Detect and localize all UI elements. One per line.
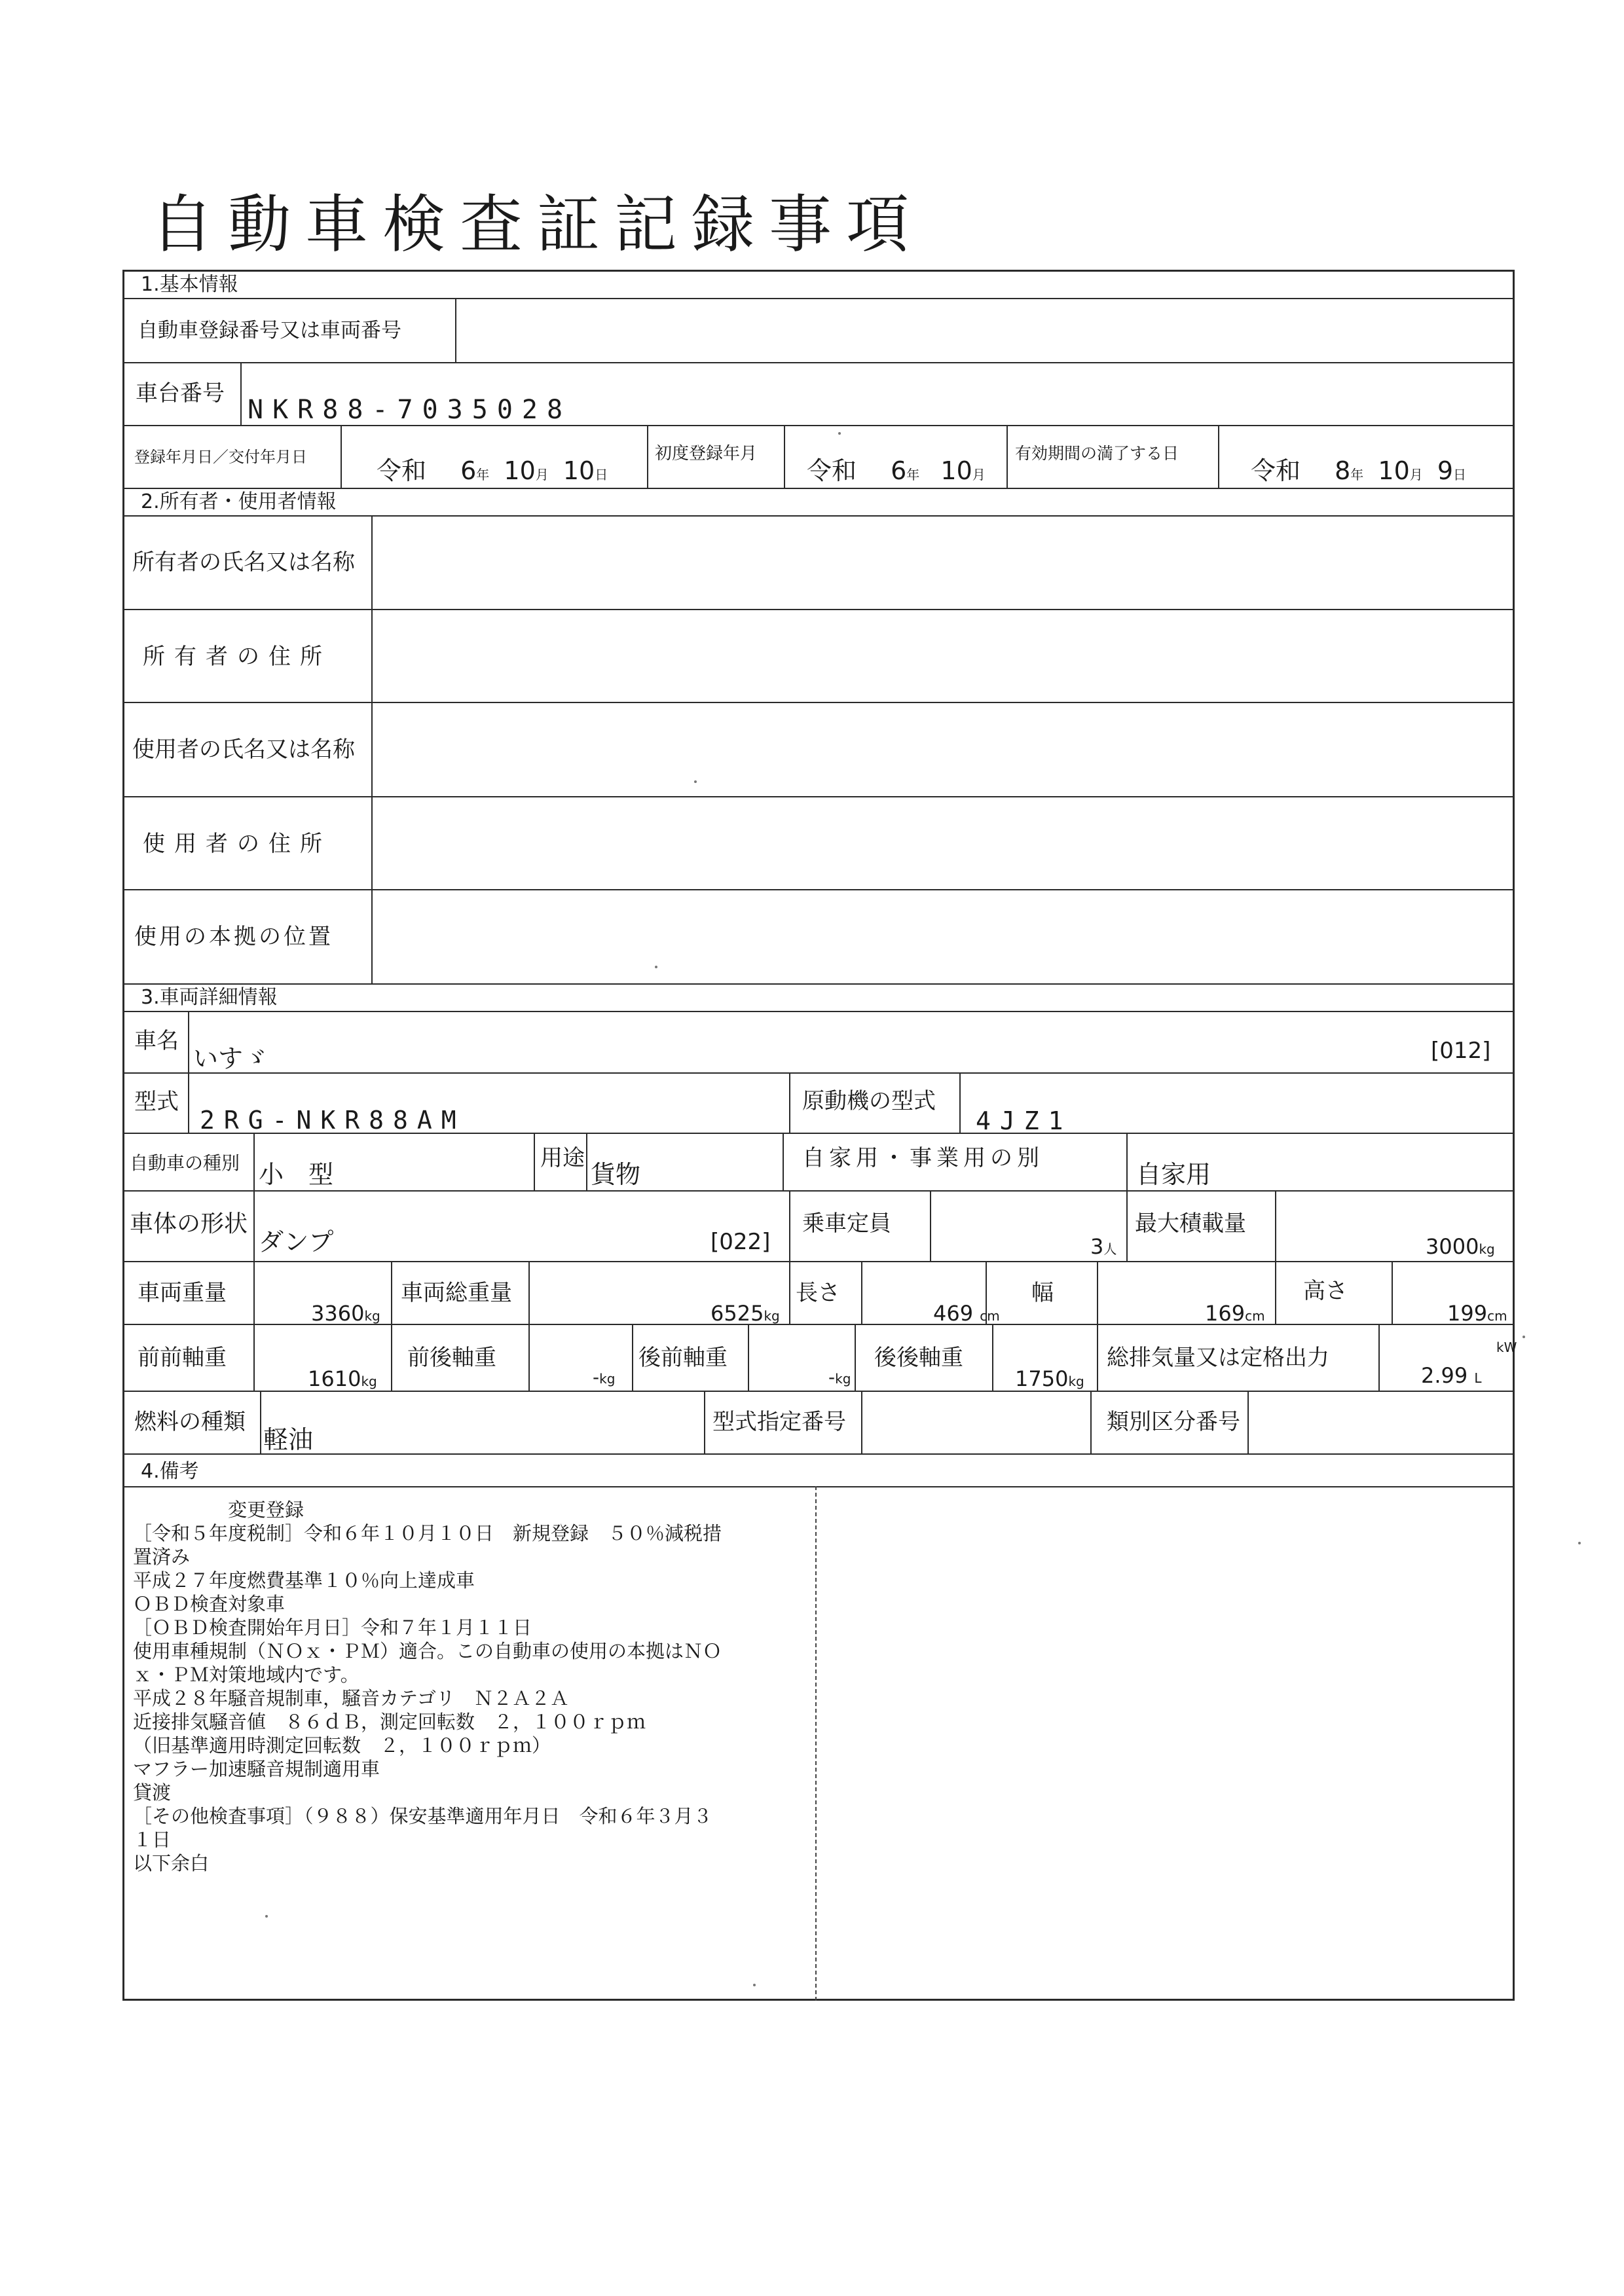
rule (1275, 1190, 1276, 1261)
expiry-month: 10 (1378, 456, 1410, 485)
rule (122, 1011, 1515, 1012)
rule (253, 1324, 255, 1391)
registration-date-label: 登録年月日／交付年月日 (134, 448, 307, 466)
rule (632, 1324, 633, 1391)
kw-unit: kW (1496, 1339, 1517, 1355)
rule (122, 702, 1515, 703)
rule (253, 1261, 255, 1324)
expiry-era: 令和 (1251, 456, 1301, 485)
rule (1097, 1261, 1098, 1324)
max-load-value: 3000kg (1426, 1234, 1495, 1259)
section-owner-info: 2.所有者・使用者情報 (141, 490, 337, 513)
width-value: 169cm (1205, 1301, 1265, 1326)
rule (861, 1261, 862, 1324)
purpose-label: 用途 (540, 1145, 585, 1171)
rule (528, 1324, 530, 1391)
rule (122, 1190, 1515, 1192)
width-label: 幅 (1031, 1280, 1054, 1306)
section-basic-info: 1.基本情報 (141, 273, 238, 296)
rule (122, 1486, 1515, 1487)
rule (992, 1324, 993, 1391)
passenger-capacity-label: 乗車定員 (802, 1211, 891, 1237)
fuel-type-value: 軽油 (263, 1425, 314, 1454)
rule (1275, 1261, 1276, 1324)
day-unit: 日 (595, 467, 608, 483)
expiry-year: 8 (1335, 456, 1351, 485)
remarks-line: 平成２８年騒音規制車，騒音カテゴリ Ｎ２Ａ２Ａ (133, 1687, 569, 1709)
engine-model-label: 原動機の型式 (802, 1088, 936, 1114)
max-load-label: 最大積載量 (1135, 1211, 1246, 1237)
gross-weight-value: 6525kg (710, 1301, 780, 1326)
remarks-line: 使用車種規制（ＮＯｘ・ＰＭ）適合。この自動車の使用の本拠はＮＯ (133, 1640, 722, 1662)
remarks-line: １日 (133, 1829, 172, 1851)
body-shape-label: 車体の形状 (130, 1211, 248, 1237)
rule (789, 1190, 790, 1261)
registration-year: 6 (460, 456, 477, 485)
year-unit: 年 (906, 467, 920, 483)
make-label: 車名 (134, 1028, 179, 1054)
rule (704, 1391, 705, 1453)
scan-speck (655, 966, 657, 968)
first-registration-month: 10 (940, 456, 972, 485)
rule (783, 1133, 784, 1190)
fuel-type-label: 燃料の種類 (134, 1409, 246, 1435)
rule (188, 1072, 189, 1133)
vehicle-weight-label: 車両重量 (138, 1280, 227, 1306)
rule (1006, 425, 1008, 488)
rule (855, 1324, 856, 1391)
owner-name-label: 所有者の氏名又は名称 (132, 549, 355, 575)
rule (748, 1324, 749, 1391)
base-location-label: 使用の本拠の位置 (134, 924, 333, 950)
rear-front-axle-value: -kg (828, 1366, 851, 1388)
rule (1090, 1391, 1092, 1453)
remarks-divider (815, 1486, 817, 2001)
remarks-line: 貸渡 (133, 1781, 172, 1804)
rule (122, 1072, 1515, 1074)
section-remarks: 4.備考 (141, 1460, 199, 1483)
vehicle-kind-label: 自動車の種別 (130, 1152, 240, 1174)
rear-rear-axle-label: 後後軸重 (874, 1345, 963, 1371)
user-name-label: 使用者の氏名又は名称 (132, 737, 355, 763)
remarks-line: ｘ・ＰＭ対策地域内です。 (133, 1664, 360, 1686)
registration-day: 10 (563, 456, 595, 485)
scan-speck (753, 1984, 756, 1986)
rule (528, 1261, 530, 1324)
rule (122, 362, 1515, 363)
remarks-text (133, 1498, 814, 1875)
registration-month: 10 (504, 456, 536, 485)
gross-weight-label: 車両総重量 (401, 1280, 512, 1306)
rule (240, 362, 242, 425)
model-value: 2RG-NKR88AM (200, 1106, 466, 1135)
scan-speck (694, 780, 697, 783)
chassis-number-label: 車台番号 (136, 380, 225, 407)
remarks-line: 置済み (133, 1546, 191, 1568)
vehicle-kind-value: 小 型 (259, 1160, 334, 1189)
make-value: いすゞ (193, 1044, 268, 1073)
front-front-axle-value: 1610kg (308, 1366, 377, 1391)
remarks-line: ＯＢＤ検査対象車 (133, 1593, 286, 1615)
rule (1097, 1324, 1098, 1391)
remarks-line: 以下余白 (133, 1852, 210, 1874)
rule (959, 1072, 961, 1133)
rule (188, 1011, 189, 1072)
rule (391, 1261, 392, 1324)
chassis-number-value: NKR88-7035028 (248, 395, 572, 425)
rule (122, 298, 1515, 299)
first-registration-label: 初度登録年月 (655, 444, 758, 464)
rule (1126, 1190, 1128, 1261)
rule (122, 796, 1515, 797)
scan-speck (1578, 1542, 1581, 1544)
rule (647, 425, 648, 488)
rear-front-axle-label: 後前軸重 (638, 1345, 728, 1371)
make-code: [012] (1431, 1038, 1491, 1064)
rule (391, 1324, 392, 1391)
scan-speck (1522, 1336, 1525, 1338)
rule (1218, 425, 1219, 488)
remarks-line: 平成２７年度燃費基準１０％向上達成車 (133, 1569, 475, 1592)
rule (930, 1190, 931, 1261)
front-rear-axle-label: 前後軸重 (407, 1345, 496, 1371)
user-address-label: 使用者の住所 (143, 831, 331, 857)
first-registration-era: 令和 (807, 456, 857, 485)
rule (1378, 1324, 1380, 1391)
use-type-label: 自家用・事業用の別 (802, 1145, 1044, 1171)
remarks-line: 近接排気騒音値 ８６ｄＢ，測定回転数 ２，１００ｒｐｍ (133, 1711, 646, 1733)
rule (789, 1072, 790, 1133)
first-registration-value (807, 458, 986, 483)
body-shape-code: [022] (710, 1229, 771, 1255)
rule (122, 1453, 1515, 1455)
rule (784, 425, 785, 488)
month-unit: 月 (535, 467, 549, 483)
rule (586, 1133, 587, 1190)
model-label: 型式 (134, 1089, 179, 1115)
rule (253, 1133, 255, 1190)
rule (122, 425, 1515, 426)
front-rear-axle-value: -kg (593, 1366, 616, 1388)
rule (371, 515, 373, 983)
first-registration-year: 6 (891, 456, 907, 485)
type-designation-label: 型式指定番号 (712, 1409, 846, 1435)
category-number-label: 類別区分番号 (1107, 1409, 1240, 1435)
section-vehicle-details: 3.車両詳細情報 (141, 986, 278, 1009)
rear-rear-axle-value: 1750kg (1015, 1366, 1084, 1391)
remarks-line: マフラー加速騒音規制適用車 (133, 1758, 380, 1780)
rule (789, 1261, 790, 1324)
remarks-line: ［令和５年度税制］令和６年１０月１０日 新規登録 ５０％減税措 (133, 1522, 722, 1544)
length-label: 長さ (796, 1280, 840, 1306)
expiry-date-value (1251, 458, 1466, 483)
month-unit: 月 (972, 467, 986, 483)
displacement-label: 総排気量又は定格出力 (1107, 1345, 1329, 1371)
document-title: 自動車検査証記録事項 (151, 188, 923, 261)
purpose-value: 貨物 (591, 1160, 641, 1189)
height-value: 199cm (1447, 1301, 1507, 1326)
rule (341, 425, 342, 488)
remarks-line: （旧基準適用時測定回転数 ２，１００ｒｐｍ） (133, 1734, 551, 1757)
scan-speck (265, 1915, 268, 1918)
body-shape-value: ダンプ (259, 1228, 334, 1256)
rule (455, 298, 456, 362)
registration-number-label: 自動車登録番号又は車両番号 (138, 319, 401, 342)
rule (861, 1391, 862, 1453)
rule (534, 1133, 535, 1190)
rule (122, 889, 1515, 890)
day-unit: 日 (1453, 467, 1467, 483)
rule (1126, 1133, 1128, 1190)
front-front-axle-label: 前前軸重 (138, 1345, 227, 1371)
length-value: 469 cm (933, 1301, 1000, 1326)
year-unit: 年 (1350, 467, 1364, 483)
rule (1392, 1261, 1393, 1324)
rule (122, 488, 1515, 489)
rule (1247, 1391, 1249, 1453)
passenger-capacity-value: 3人 (1090, 1234, 1117, 1259)
vehicle-weight-value: 3360kg (311, 1301, 380, 1326)
year-unit: 年 (476, 467, 490, 483)
remarks-line: ［その他検査事項］（９８８）保安基準適用年月日 令和６年３月３ (133, 1805, 712, 1827)
height-label: 高さ (1303, 1278, 1348, 1304)
rule (122, 609, 1515, 610)
registration-era: 令和 (377, 456, 427, 485)
month-unit: 月 (1409, 467, 1423, 483)
remarks-line: 変更登録 (133, 1499, 304, 1521)
remarks-line: ［ＯＢＤ検査開始年月日］令和７年１月１１日 (133, 1616, 532, 1639)
use-type-value: 自家用 (1136, 1160, 1211, 1189)
registration-date-value (377, 458, 608, 483)
rule (122, 1261, 1515, 1262)
expiry-day: 9 (1437, 456, 1454, 485)
engine-model-value: 4JZ1 (976, 1106, 1073, 1135)
rule (122, 515, 1515, 517)
rule (122, 983, 1515, 985)
expiry-date-label: 有効期間の満了する日 (1015, 444, 1179, 463)
owner-address-label: 所有者の住所 (143, 644, 331, 670)
displacement-value: 2.99 L (1421, 1363, 1482, 1388)
rule (253, 1190, 255, 1261)
rule (260, 1391, 261, 1453)
scan-speck (838, 432, 841, 435)
